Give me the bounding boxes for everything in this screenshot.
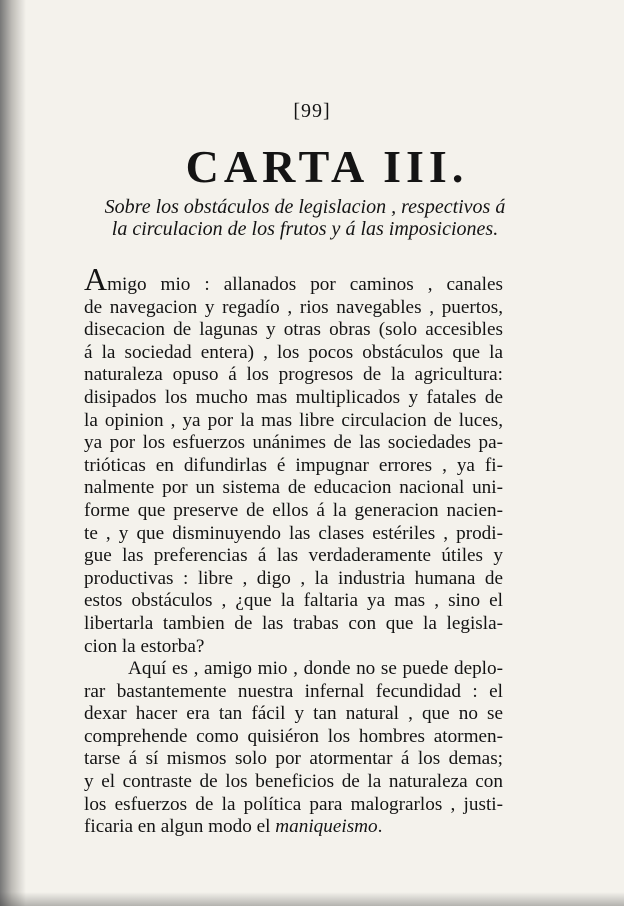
text-line: productivas : libre , digo , la industria humana de <box>84 567 503 589</box>
text-line: y el contraste de los beneficios de la naturaleza con <box>84 771 503 793</box>
text-fragment: . <box>377 816 383 838</box>
text-line: nalmente por un sistema de educacion nacional uni- <box>84 477 503 499</box>
text-line: la opinion , ya por la mas libre circulacion de luces, <box>84 409 503 431</box>
text-line: Aquí es , amigo mio , donde no se puede deplo- <box>128 658 503 680</box>
text-line: á la sociedad entera) , los pocos obstáculos que la <box>84 341 503 363</box>
text-line: ya por los esfuerzos unánimes de las sociedades pa- <box>84 432 503 454</box>
text-line: disecacion de lagunas y otras obras (solo accesibles <box>84 319 503 341</box>
text-line: de navegacion y regadío , rios navegables , puertos, <box>84 296 503 318</box>
text-fragment: ficaria en algun modo el <box>84 816 276 838</box>
text-line: forme que preserve de ellos á la generacion nacien- <box>84 499 503 521</box>
text-line: estos obstáculos , ¿que la faltaria ya mas , sino el <box>84 590 503 612</box>
paragraph-1-line-1 <box>84 261 503 297</box>
text-line: tarse á sí mismos solo por atormentar á los demas; <box>84 748 503 770</box>
chapter-title: CARTA III. <box>185 141 469 192</box>
text-line: comprehende como quisiéron los hombres atormen- <box>84 725 503 747</box>
page-edge-shadow <box>0 0 26 906</box>
drop-cap: A <box>84 261 108 297</box>
emphasis-word: maniqueismo <box>275 816 378 838</box>
text-line: naturaleza opuso á los progresos de la agricultura: <box>84 364 503 386</box>
text-line: trióticas en difundirlas é impugnar errores , ya fi- <box>84 454 503 476</box>
chapter-subtitle: Sobre los obstáculos de legislacion , respectivos á la circulacion de los frutos y á las imposiciones. <box>104 196 506 240</box>
page-bottom-shadow <box>0 892 624 906</box>
text-line: los esfuerzos de la política para malograrlos , justi- <box>84 793 503 815</box>
text-line: gue las preferencias á las verdaderamente útiles y <box>84 545 503 567</box>
page-number: [99] <box>293 100 331 122</box>
text-line: rar bastantemente nuestra infernal fecundidad : el <box>84 680 503 702</box>
text-line: dexar hacer era tan fácil y tan natural , que no se <box>84 703 503 725</box>
text-line: libertarla tambien de las trabas con que la legisla- <box>84 612 503 634</box>
text-line: disipados los mucho mas multiplicados y fatales de <box>84 386 503 408</box>
text-line: te , y que disminuyendo las clases estériles , prodi- <box>84 522 503 544</box>
body-text <box>84 261 503 839</box>
text-line: cion la estorba? <box>84 635 205 657</box>
paragraph-2-last-line <box>84 816 503 839</box>
text-line: migo mio : allanados por caminos , canales <box>107 274 503 295</box>
